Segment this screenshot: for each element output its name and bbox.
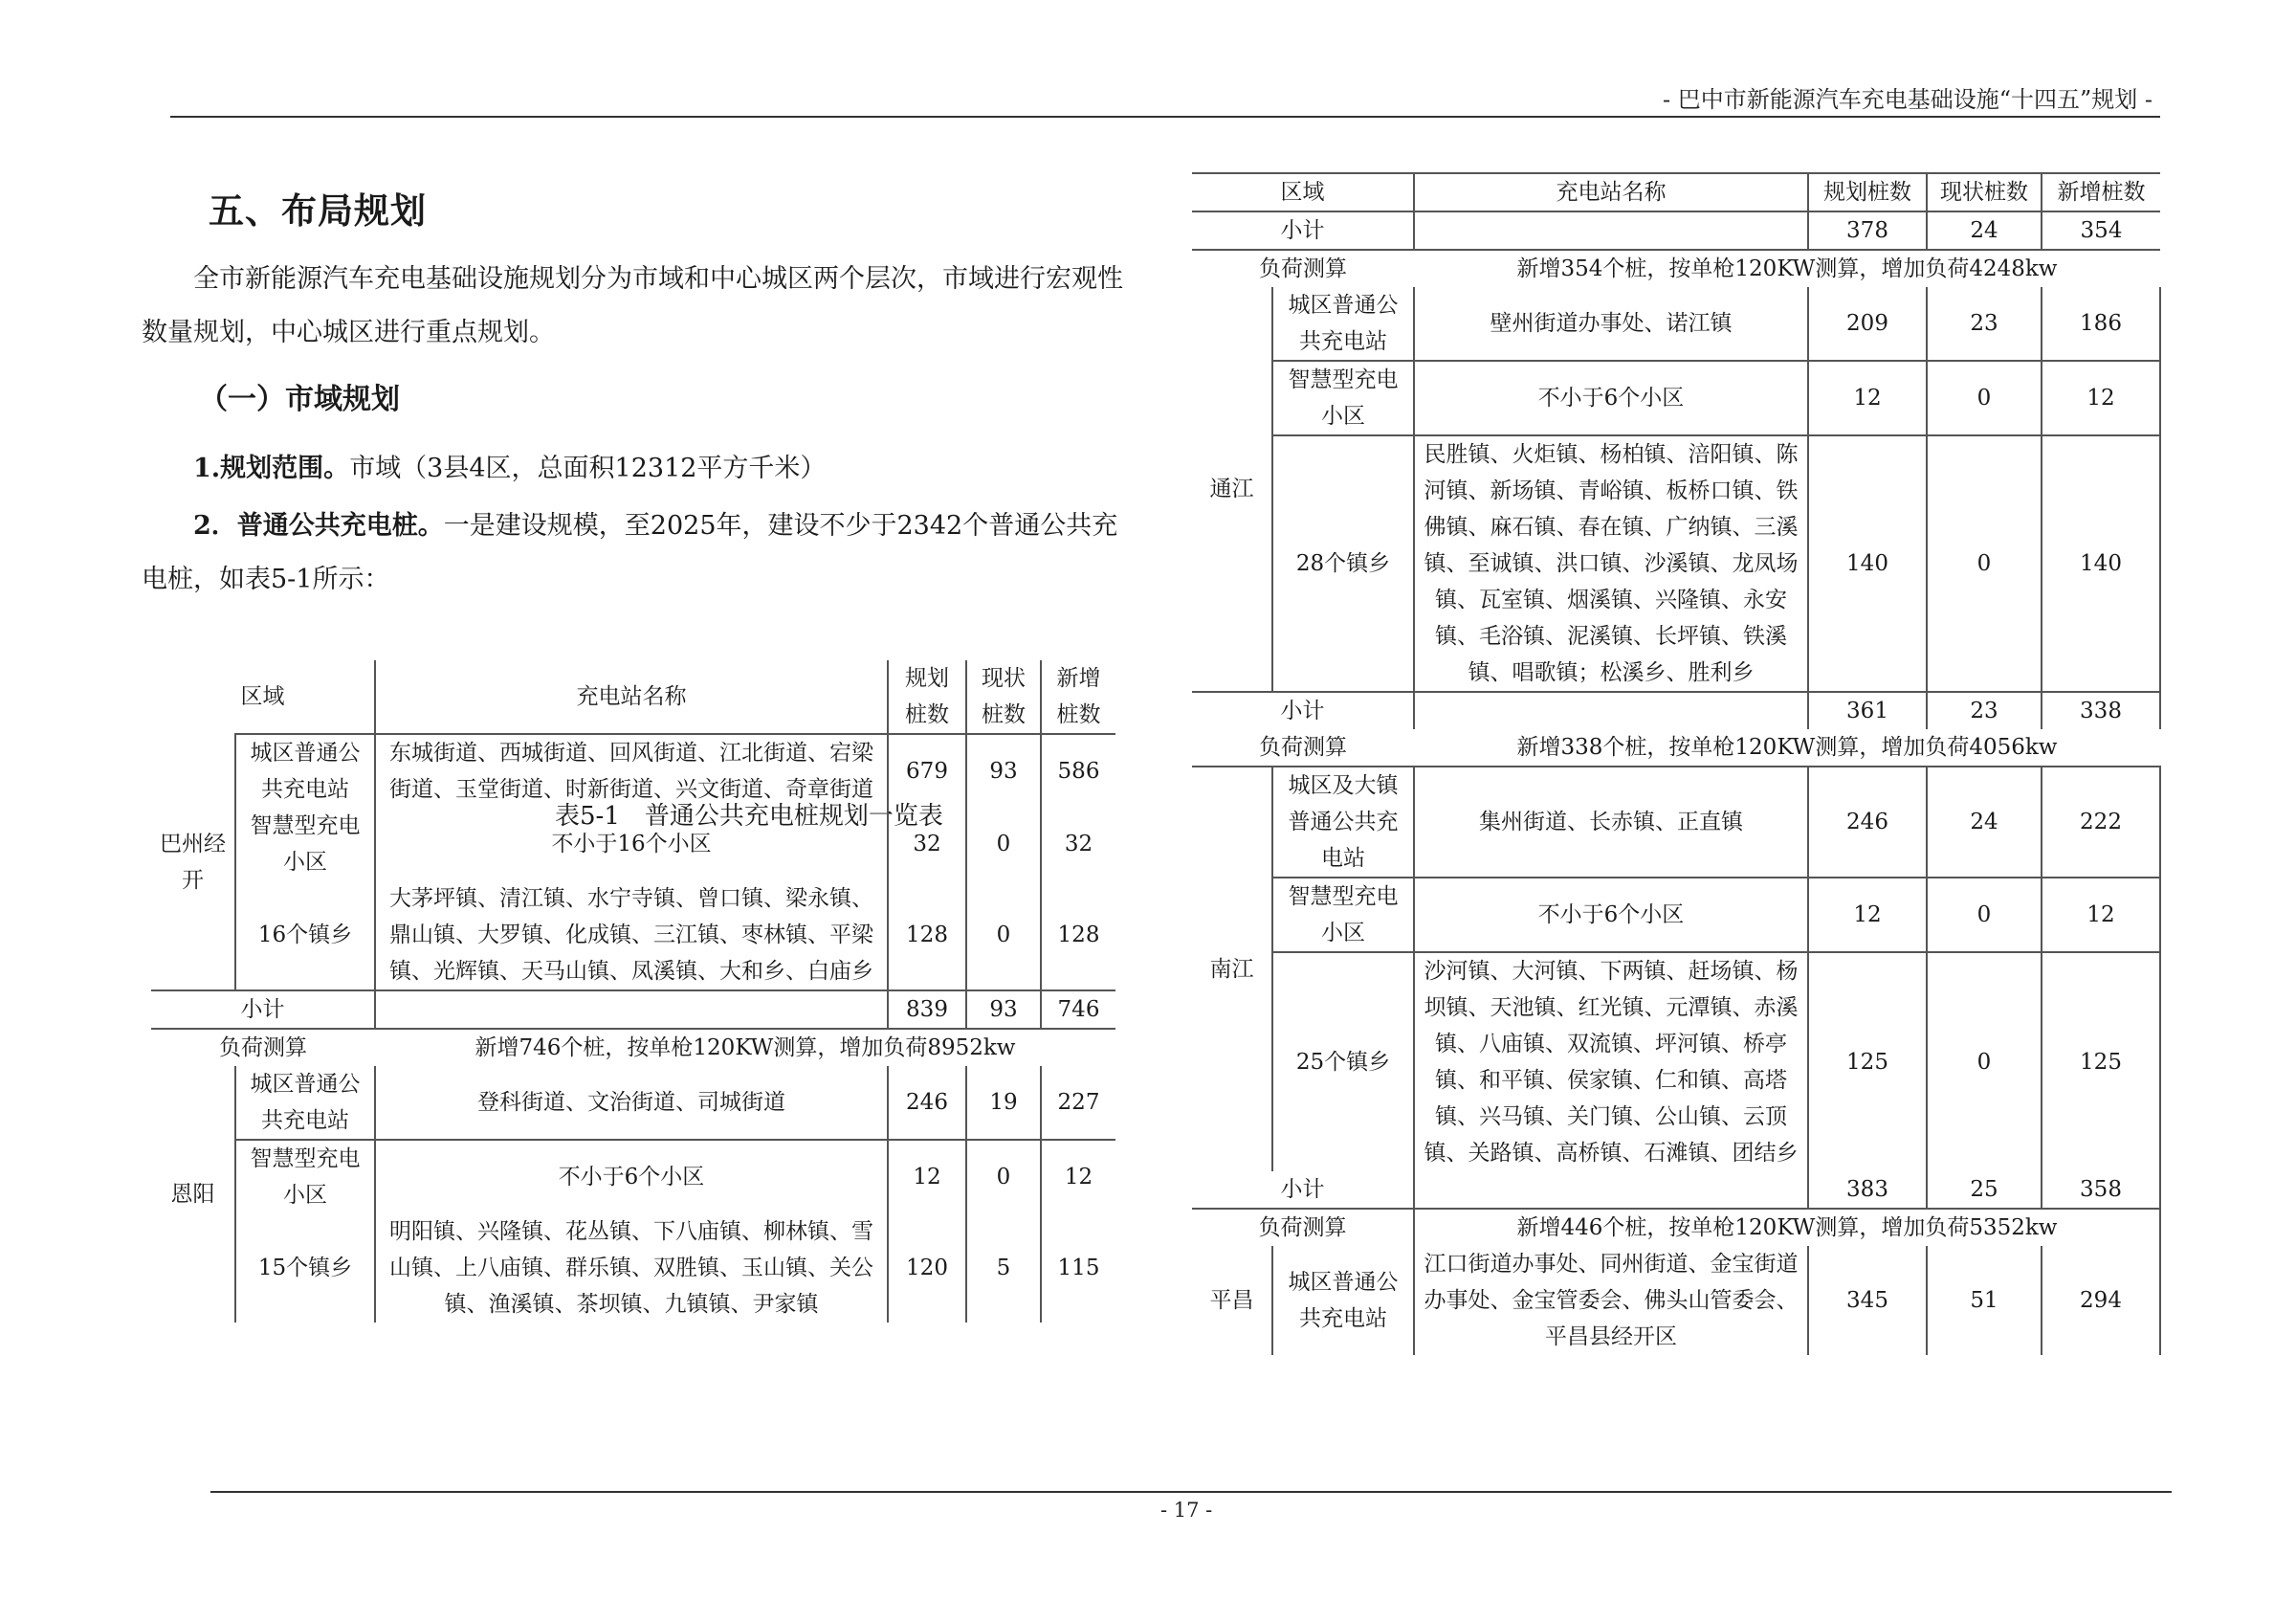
type-cell: 城区普通公共充电站 bbox=[1272, 1246, 1414, 1355]
names-cell: 不小于6个小区 bbox=[375, 1140, 888, 1213]
table-row bbox=[1192, 287, 2160, 361]
planned-cell: 679 bbox=[888, 734, 966, 808]
existing-cell: 5 bbox=[966, 1213, 1041, 1323]
new-cell: 125 bbox=[2042, 952, 2160, 1171]
names-cell: 民胜镇、火炬镇、杨柏镇、涪阳镇、陈河镇、新场镇、青峪镇、板桥口镇、铁佛镇、麻石镇、春在镇、广纳镇、三溪镇、至诚镇、洪口镇、沙溪镇、龙凤场镇、瓦室镇、烟溪镇、兴隆镇、永安镇、毛浴镇、泥溪镇、长坪镇、铁溪镇、唱歌镇；松溪乡、胜利乡 bbox=[1414, 435, 1808, 692]
subtotal-names bbox=[1414, 692, 1808, 729]
planned-cell: 12 bbox=[1808, 361, 1927, 435]
table-header-row bbox=[1192, 173, 2160, 211]
region-cell: 南江 bbox=[1192, 767, 1272, 1171]
load-text: 新增338个桩，按单枪120KW测算，增加负荷4056kw bbox=[1516, 735, 2058, 760]
planned-cell: 128 bbox=[888, 880, 966, 990]
type-cell: 智慧型充电小区 bbox=[235, 808, 375, 880]
region-cell: 平昌 bbox=[1209, 1288, 1254, 1313]
charging-table-part-1 bbox=[151, 660, 1115, 1323]
type-cell: 智慧型充电小区 bbox=[235, 1140, 375, 1213]
names-cell: 集州街道、长赤镇、正直镇 bbox=[1414, 767, 1808, 878]
running-header: - 巴中市新能源汽车充电基础设施“十四五”规划 - bbox=[1662, 86, 2152, 113]
subtotal-label: 小计 bbox=[151, 990, 375, 1029]
load-text: 新增354个桩，按单枪120KW测算，增加负荷4248kw bbox=[1414, 250, 2160, 287]
table-row bbox=[151, 1140, 1115, 1213]
load-row bbox=[1192, 729, 2160, 767]
table-row bbox=[151, 1213, 1115, 1323]
subtotal-existing: 23 bbox=[1927, 692, 2042, 729]
table-row bbox=[1192, 878, 2160, 952]
subtotal-row bbox=[1192, 692, 2160, 729]
load-label: 负荷测算 bbox=[1192, 1209, 1414, 1246]
planned-cell: 32 bbox=[888, 808, 966, 880]
table-row bbox=[1192, 767, 2160, 878]
region-cell: 巴州经开 bbox=[160, 831, 226, 893]
planned-cell: 246 bbox=[1808, 767, 1927, 878]
names-cell: 大茅坪镇、清江镇、水宁寺镇、曾口镇、梁永镇、鼎山镇、大罗镇、化成镇、三江镇、枣林镇、平梁镇、光辉镇、天马山镇、凤溪镇、大和乡、白庙乡 bbox=[375, 880, 888, 990]
names-cell: 沙河镇、大河镇、下两镇、赶场镇、杨坝镇、天池镇、红光镇、元潭镇、赤溪镇、八庙镇、双流镇、坪河镇、桥亭镇、和平镇、侯家镇、仁和镇、高塔镇、兴马镇、关门镇、公山镇、云顶镇、关路镇、高桥镇、石滩镇、团结乡 bbox=[1414, 952, 1808, 1171]
subtotal-row bbox=[151, 990, 1115, 1029]
item-2-paragraph bbox=[142, 500, 1125, 607]
subtotal-planned: 361 bbox=[1808, 692, 1927, 729]
header-existing: 现状桩数 bbox=[1927, 173, 2042, 211]
type-cell: 15个镇乡 bbox=[235, 1213, 375, 1323]
subtotal-names bbox=[1414, 211, 1808, 250]
load-text: 新增746个桩，按单枪120KW测算，增加负荷8952kw bbox=[375, 1029, 1115, 1066]
planned-cell: 120 bbox=[888, 1213, 966, 1323]
header-region: 区域 bbox=[1192, 173, 1414, 211]
subtotal-new: 746 bbox=[1041, 990, 1115, 1029]
subtotal-existing: 24 bbox=[1927, 211, 2042, 250]
planned-cell: 345 bbox=[1808, 1246, 1927, 1355]
section-title: 五、布局规划 bbox=[209, 189, 427, 232]
load-row bbox=[1192, 1209, 2160, 1246]
subtotal-existing: 93 bbox=[966, 990, 1041, 1029]
header-region: 区域 bbox=[240, 684, 285, 709]
existing-cell: 0 bbox=[1927, 878, 2042, 952]
load-row bbox=[1192, 250, 2160, 287]
header-existing: 现状桩数 bbox=[966, 660, 1041, 734]
subtotal-names bbox=[1414, 1171, 1808, 1209]
type-cell: 25个镇乡 bbox=[1272, 952, 1414, 1171]
new-cell: 186 bbox=[2042, 287, 2160, 361]
load-text: 新增446个桩，按单枪120KW测算，增加负荷5352kw bbox=[1414, 1209, 2160, 1246]
type-cell: 城区普通公共充电站 bbox=[235, 1066, 375, 1140]
header-station: 充电站名称 bbox=[375, 660, 888, 734]
subtotal-label: 小计 bbox=[1280, 1177, 1325, 1202]
new-cell: 115 bbox=[1041, 1213, 1115, 1323]
subtotal-row bbox=[1192, 211, 2160, 250]
item-1-text: 市域（3县4区，总面积12312平方千米） bbox=[349, 454, 827, 483]
subtotal-label: 小计 bbox=[1192, 211, 1414, 250]
new-cell: 227 bbox=[1041, 1066, 1115, 1140]
table-row bbox=[151, 1066, 1115, 1140]
planned-cell: 140 bbox=[1808, 435, 1927, 692]
type-cell: 28个镇乡 bbox=[1272, 435, 1414, 692]
existing-cell: 0 bbox=[1927, 952, 2042, 1171]
load-label: 负荷测算 bbox=[151, 1029, 375, 1066]
subtotal-row bbox=[1192, 1171, 2160, 1209]
header-rule bbox=[170, 116, 2160, 118]
type-cell: 智慧型充电小区 bbox=[1272, 361, 1414, 435]
new-cell: 128 bbox=[1041, 880, 1115, 990]
item-2-label: 2．普通公共充电桩。 bbox=[193, 511, 444, 541]
planned-cell: 209 bbox=[1808, 287, 1927, 361]
existing-cell: 24 bbox=[1927, 767, 2042, 878]
new-cell: 12 bbox=[2042, 361, 2160, 435]
existing-cell: 51 bbox=[1927, 1246, 2042, 1355]
subtotal-new: 338 bbox=[2042, 692, 2160, 729]
planned-cell: 12 bbox=[888, 1140, 966, 1213]
names-cell: 东城街道、西城街道、回风街道、江北街道、宕梁街道、玉堂街道、时新街道、兴文街道、奇章街道 bbox=[375, 734, 888, 808]
new-cell: 222 bbox=[2042, 767, 2160, 878]
charging-table-part-2 bbox=[1192, 172, 2161, 1355]
existing-cell: 93 bbox=[966, 734, 1041, 808]
planned-cell: 125 bbox=[1808, 952, 1927, 1171]
header-planned: 规划桩数 bbox=[1808, 173, 1927, 211]
region-cell: 通江 bbox=[1209, 477, 1254, 501]
subsection-title: （一）市域规划 bbox=[199, 383, 400, 416]
names-cell: 不小于6个小区 bbox=[1414, 361, 1808, 435]
header-new: 新增桩数 bbox=[2042, 173, 2160, 211]
subtotal-planned: 839 bbox=[888, 990, 966, 1029]
item-2-text: 一是建设规模，至2025年，建设不少于2342个普通公共充电桩，如表5-1所示： bbox=[142, 511, 1118, 594]
existing-cell: 0 bbox=[966, 880, 1041, 990]
load-row bbox=[151, 1029, 1115, 1066]
table-row bbox=[1192, 952, 2160, 1171]
subtotal-label: 小计 bbox=[1192, 692, 1414, 729]
intro-paragraph: 全市新能源汽车充电基础设施规划分为市域和中心城区两个层次，市域进行宏观性数量规划，中心城区进行重点规划。 bbox=[142, 264, 1123, 347]
table-row bbox=[1192, 361, 2160, 435]
existing-cell: 0 bbox=[1927, 435, 2042, 692]
existing-cell: 0 bbox=[1927, 361, 2042, 435]
table-caption: 表5-1 普通公共充电桩规划一览表 bbox=[555, 802, 943, 831]
subtotal-names bbox=[375, 990, 888, 1029]
existing-cell: 0 bbox=[966, 1140, 1041, 1213]
load-label: 负荷测算 bbox=[1259, 735, 1347, 760]
subtotal-planned: 383 bbox=[1808, 1171, 1927, 1209]
footer-rule bbox=[210, 1491, 2172, 1493]
names-cell: 不小于6个小区 bbox=[1414, 878, 1808, 952]
subtotal-existing: 25 bbox=[1927, 1171, 2042, 1209]
header-planned: 规划桩数 bbox=[888, 660, 966, 734]
names-cell: 明阳镇、兴隆镇、花丛镇、下八庙镇、柳林镇、雪山镇、上八庙镇、群乐镇、双胜镇、玉山镇、关公镇、渔溪镇、茶坝镇、九镇镇、尹家镇 bbox=[375, 1213, 888, 1323]
names-cell: 不小于16个小区 bbox=[375, 808, 888, 880]
existing-cell: 23 bbox=[1927, 287, 2042, 361]
type-cell: 城区及大镇普通公共充电站 bbox=[1272, 767, 1414, 878]
table-row bbox=[151, 880, 1115, 990]
table-row bbox=[1192, 1246, 2160, 1355]
header-station: 充电站名称 bbox=[1414, 173, 1808, 211]
names-cell: 登科街道、文治街道、司城街道 bbox=[375, 1066, 888, 1140]
new-cell: 32 bbox=[1041, 808, 1115, 880]
subtotal-new: 354 bbox=[2042, 211, 2160, 250]
planned-cell: 246 bbox=[888, 1066, 966, 1140]
item-1-label: 1.规划范围。 bbox=[193, 454, 350, 483]
new-cell: 586 bbox=[1041, 734, 1115, 808]
names-cell: 壁州街道办事处、诺江镇 bbox=[1414, 287, 1808, 361]
existing-cell: 0 bbox=[966, 808, 1041, 880]
item-1-paragraph bbox=[142, 442, 1125, 496]
header-new: 新增桩数 bbox=[1041, 660, 1115, 734]
table-header-row bbox=[151, 660, 1115, 734]
region-cell: 恩阳 bbox=[170, 1182, 215, 1207]
type-cell: 城区普通公共充电站 bbox=[1272, 287, 1414, 361]
names-cell: 江口街道办事处、同州街道、金宝街道办事处、金宝管委会、佛头山管委会、平昌县经开区 bbox=[1414, 1246, 1808, 1355]
subtotal-new: 358 bbox=[2042, 1171, 2160, 1209]
new-cell: 12 bbox=[2042, 878, 2160, 952]
load-label: 负荷测算 bbox=[1192, 250, 1414, 287]
table-row bbox=[1192, 435, 2160, 692]
table-row bbox=[151, 734, 1115, 808]
type-cell: 16个镇乡 bbox=[235, 880, 375, 990]
page-number: - 17 - bbox=[1160, 1499, 1213, 1522]
new-cell: 12 bbox=[1041, 1140, 1115, 1213]
existing-cell: 19 bbox=[966, 1066, 1041, 1140]
table-row bbox=[151, 808, 1115, 880]
subtotal-planned: 378 bbox=[1808, 211, 1927, 250]
new-cell: 140 bbox=[2042, 435, 2160, 692]
type-cell: 智慧型充电小区 bbox=[1272, 878, 1414, 952]
new-cell: 294 bbox=[2042, 1246, 2160, 1355]
type-cell: 城区普通公共充电站 bbox=[235, 734, 375, 808]
planned-cell: 12 bbox=[1808, 878, 1927, 952]
